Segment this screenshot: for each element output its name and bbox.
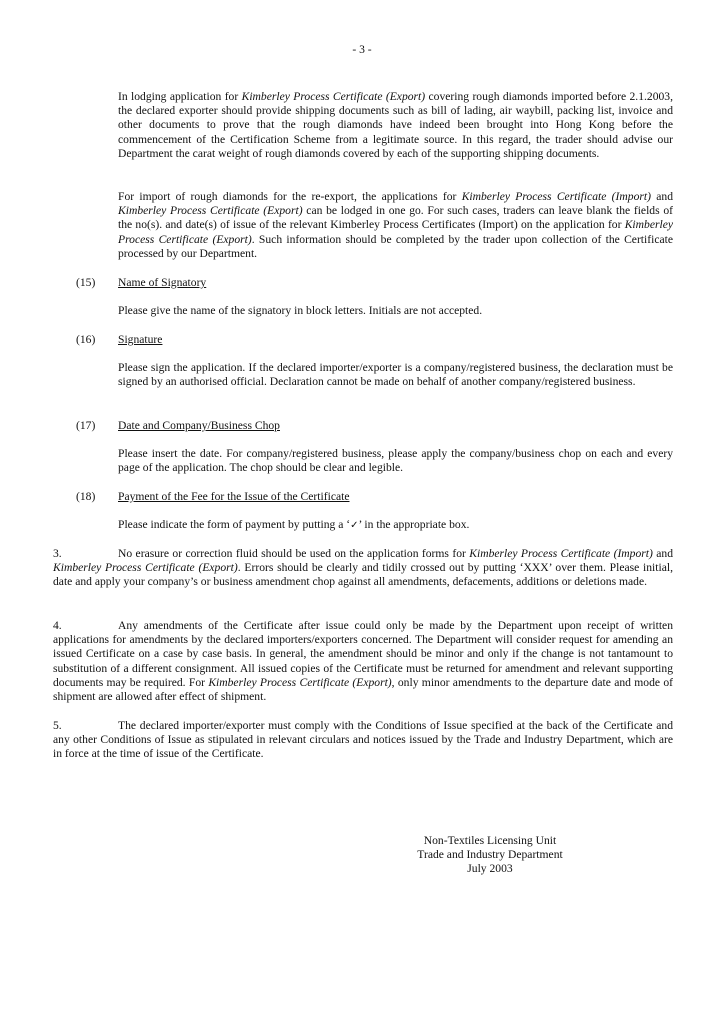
page-number: - 3 - <box>352 43 372 56</box>
paragraph-export-prior-import <box>118 90 673 161</box>
item-number: (17) <box>76 419 96 432</box>
unit-name: Non-Textiles Licensing Unit <box>423 834 557 847</box>
section-4 <box>53 619 673 704</box>
item-number: (16) <box>76 333 96 346</box>
text-italic: Kimberley Process Certificate (Export) <box>118 218 673 246</box>
text: . Errors should be clearly and tidily crossed out by putting ‘XXX’ over them. Please initial, date and apply your company’s or business amendment chop against all amendments, defacements, additions or deletions made. <box>53 561 673 589</box>
item-text: Please insert the date. For company/registered business, please apply the company/business chop on each and every page of the application. The chop should be clear and legible. <box>118 447 673 475</box>
text: In lodging application for <box>118 90 242 103</box>
text-italic: Kimberley Process Certificate (Export) <box>118 204 303 218</box>
text: For import of rough diamonds for the re-export, the applications for <box>118 190 462 203</box>
item-text: Please sign the application. If the declared importer/exporter is a company/registered business, the declaration must be signed by an authorised official. Declaration cannot be made on behalf of another company/registered business. <box>118 361 673 389</box>
section-3 <box>53 547 673 590</box>
signature-block <box>390 834 590 877</box>
section-5 <box>53 719 673 762</box>
text: No erasure or correction fluid should be used on the application forms for <box>118 547 470 560</box>
item-heading: Payment of the Fee for the Issue of the Certificate <box>118 490 350 503</box>
item-heading: Signature <box>118 333 163 346</box>
section-number: 3. <box>53 547 62 560</box>
text: The declared importer/exporter must comply with the Conditions of Issue specified at the back of the Certificate and any other Conditions of Issue as stipulated in relevant circulars and notices issued by the Trade and Industry Department, which are in force at the time of issue of the Certificate. <box>53 719 673 761</box>
checkmark-icon: ✓ <box>350 520 359 531</box>
text: , only minor amendments to the departure date and mode of shipment are allowed after effect of shipment. <box>53 675 673 704</box>
department-name: Trade and Industry Department <box>417 848 563 862</box>
item-text <box>118 518 673 533</box>
text-italic: Kimberley Process Certificate (Export) <box>53 561 238 575</box>
text-italic: Kimberley Process Certificate (Export) <box>208 675 392 689</box>
item-number: (15) <box>76 276 96 289</box>
text: covering rough diamonds imported before 2.1.2003, the declared exporter should provide shipping documents such as bill of lading, air waybill, packing list, invoice and other documents to prove that the rough diamonds have indeed been brought into Hong Kong before the commencement of the Certification Scheme from a legitimate source. In this regard, the trader should advise our Department the carat weight of rough diamonds covered by each of the supporting shipping documents. <box>118 90 673 160</box>
text: and <box>650 190 674 203</box>
text: . Such information should be completed by the trader upon collection of the Certificate processed by our Department. <box>118 232 673 260</box>
section-number: 5. <box>53 719 62 732</box>
item-text: Please give the name of the signatory in block letters. Initials are not accepted. <box>118 304 483 317</box>
text-italic: Kimberley Process Certificate (Export) <box>241 90 426 103</box>
section-number: 4. <box>53 619 62 632</box>
text: and <box>652 547 674 560</box>
paragraph-re-export <box>118 190 673 261</box>
item-heading: Date and Company/Business Chop <box>118 419 280 432</box>
item-number: (18) <box>76 490 96 503</box>
document-date: July 2003 <box>467 862 513 876</box>
text: ’ in the appropriate box. <box>358 518 470 531</box>
text: can be lodged in one go. For such cases, traders can leave blank the fields of the no(s). and date(s) of issue of the relevant Kimberley Process Certificates (Import) on the application for <box>118 204 673 232</box>
text: Any amendments of the Certificate after issue could only be made by the Department upon receipt of written applications for amendments by the declared importers/exporters concerned. The Department will consider request for amending an issued Certificate on a case by case basis. In general, the amendment should be minor and only if the change is not tantamount to substitution of a different consignment. All issued copies of the Certificate must be returned for amendment and relevant supporting documents may be required. For <box>53 619 673 689</box>
text-italic: Kimberley Process Certificate (Import) <box>461 190 651 203</box>
item-heading: Name of Signatory <box>118 276 207 289</box>
text-italic: Kimberley Process Certificate (Import) <box>469 547 653 560</box>
text: Please indicate the form of payment by putting a ‘ <box>118 518 351 531</box>
